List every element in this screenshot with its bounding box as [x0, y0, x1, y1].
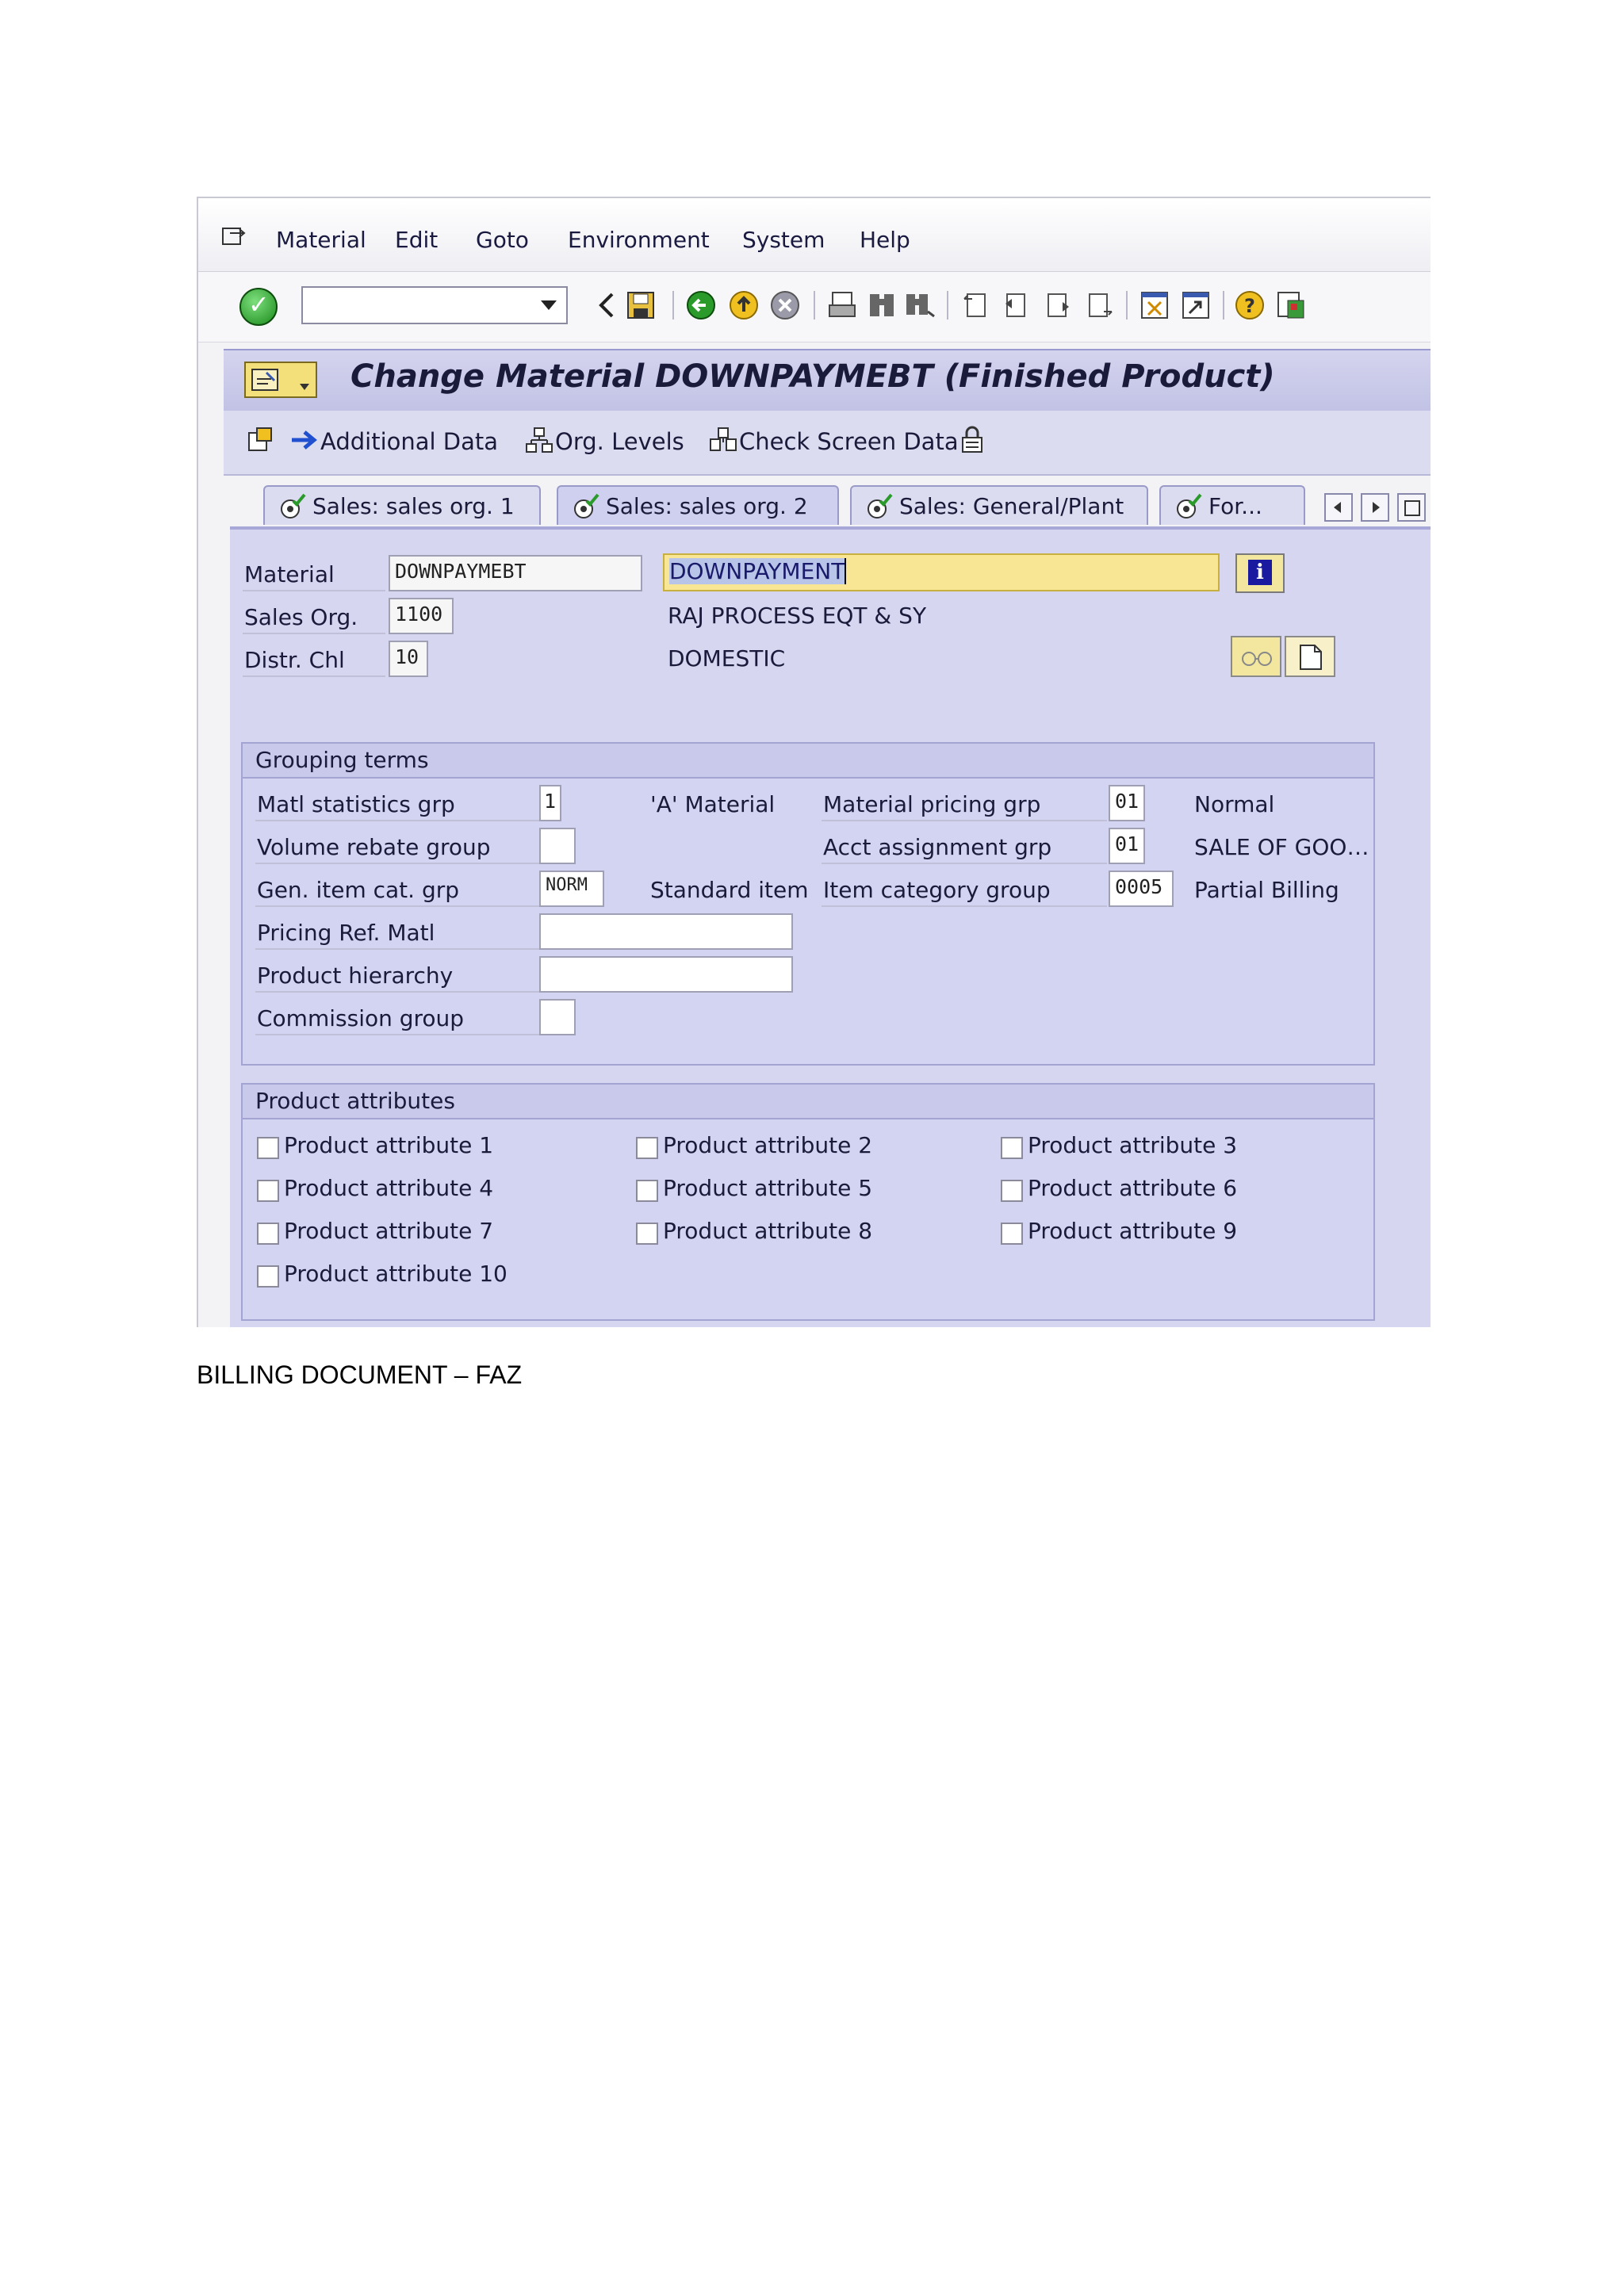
arrow-right-icon[interactable] [290, 425, 319, 455]
product-attribute-3-checkbox[interactable] [1001, 1137, 1023, 1159]
tab-sales-org-1[interactable]: Sales: sales org. 1 [263, 485, 541, 525]
cancel-icon[interactable] [769, 288, 801, 323]
menu-environment[interactable]: Environment [568, 227, 710, 253]
acct-assignment-grp-field[interactable]: 01 [1109, 828, 1145, 864]
menu-help[interactable]: Help [860, 227, 910, 253]
tab-status-icon [1175, 493, 1204, 520]
product-attribute-10-label: Product attribute 10 [284, 1261, 508, 1287]
matl-statistics-grp-description: 'A' Material [650, 791, 776, 817]
product-attribute-10-checkbox[interactable] [257, 1265, 279, 1288]
product-attribute-4-label: Product attribute 4 [284, 1175, 494, 1201]
product-attribute-9-checkbox[interactable] [1001, 1223, 1023, 1245]
document-caption: BILLING DOCUMENT – FAZ [197, 1360, 523, 1389]
product-attribute-2-checkbox[interactable] [636, 1137, 658, 1159]
product-attribute-7-checkbox[interactable] [257, 1223, 279, 1245]
product-attribute-9-label: Product attribute 9 [1028, 1218, 1238, 1244]
create-session-icon[interactable] [1139, 288, 1170, 323]
find-next-icon[interactable] [904, 288, 936, 323]
material-pricing-grp-description: Normal [1194, 791, 1275, 817]
save-icon[interactable] [625, 288, 657, 323]
help-icon[interactable] [1234, 288, 1266, 323]
lock-icon[interactable] [958, 425, 986, 455]
matl-statistics-grp-label: Matl statistics grp [257, 791, 455, 817]
command-field[interactable] [301, 286, 568, 324]
product-attribute-8-label: Product attribute 8 [663, 1218, 873, 1244]
tab-sales-general-plant[interactable]: Sales: General/Plant [850, 485, 1148, 525]
product-attribute-6-checkbox[interactable] [1001, 1180, 1023, 1202]
tab-strip [224, 477, 1431, 526]
find-icon[interactable] [866, 288, 898, 323]
item-category-group-field[interactable]: 0005 [1109, 871, 1174, 907]
product-attribute-1-label: Product attribute 1 [284, 1132, 494, 1158]
check-screen-data-icon[interactable] [709, 425, 737, 455]
product-attribute-5-checkbox[interactable] [636, 1180, 658, 1202]
material-field[interactable]: DOWNPAYMEBT [389, 555, 642, 591]
tab-sales-org-2[interactable]: Sales: sales org. 2 [557, 485, 839, 525]
item-category-group-description: Partial Billing [1194, 877, 1339, 903]
dropdown-arrow-icon[interactable] [541, 300, 557, 310]
gen-item-cat-grp-description: Standard item [650, 877, 809, 903]
group-title: Product attributes [255, 1088, 455, 1114]
tab-status-icon [866, 493, 894, 520]
tab-content [230, 526, 1431, 1327]
additional-data-button[interactable]: Additional Data [320, 428, 499, 455]
other-distr-chain-button[interactable] [1231, 636, 1281, 677]
distr-chl-field[interactable]: 10 [389, 641, 428, 677]
gen-item-cat-grp-field[interactable]: NORM [539, 871, 604, 907]
org-levels-icon[interactable] [525, 425, 553, 455]
product-attribute-8-checkbox[interactable] [636, 1223, 658, 1245]
distr-chl-description: DOMESTIC [668, 645, 786, 672]
sales-org-label: Sales Org. [244, 604, 358, 630]
product-attributes-group [241, 1083, 1375, 1321]
additional-data-icon[interactable] [246, 425, 274, 455]
check-screen-data-button[interactable]: Check Screen Data [739, 428, 959, 455]
application-toolbar [224, 411, 1431, 476]
glasses-icon [1240, 645, 1274, 669]
product-attribute-5-label: Product attribute 5 [663, 1175, 873, 1201]
back-arrow-icon[interactable] [592, 288, 623, 323]
page-title: Change Material DOWNPAYMEBT (Finished Product) [350, 358, 1275, 395]
display-change-button[interactable] [244, 362, 317, 398]
menu-edit[interactable]: Edit [395, 227, 439, 253]
product-attribute-4-checkbox[interactable] [257, 1180, 279, 1202]
matl-statistics-grp-field[interactable]: 1 [539, 785, 561, 821]
enter-check-icon[interactable]: ✓ [239, 288, 278, 326]
volume-rebate-group-field[interactable] [539, 828, 576, 864]
menu-bar [198, 198, 1431, 272]
tab-status-icon [573, 493, 601, 520]
sales-org-description: RAJ PROCESS EQT & SY [668, 603, 927, 629]
title-bar [224, 349, 1431, 411]
menu-system[interactable]: System [742, 227, 825, 253]
volume-rebate-group-label: Volume rebate group [257, 834, 491, 860]
acct-assignment-grp-label: Acct assignment grp [823, 834, 1052, 860]
tab-status-icon [279, 493, 308, 520]
product-attribute-1-checkbox[interactable] [257, 1137, 279, 1159]
tab-scroll-right-button[interactable] [1361, 493, 1389, 522]
gen-item-cat-grp-label: Gen. item cat. grp [257, 877, 460, 903]
acct-assignment-grp-description: SALE OF GOO… [1194, 834, 1369, 860]
distr-chl-label: Distr. Chl [244, 647, 345, 673]
product-attribute-7-label: Product attribute 7 [284, 1218, 494, 1244]
standard-toolbar [198, 272, 1431, 342]
product-attribute-2-label: Product attribute 2 [663, 1132, 873, 1158]
product-attribute-6-label: Product attribute 6 [1028, 1175, 1238, 1201]
info-icon: i [1248, 560, 1272, 585]
material-pricing-grp-field[interactable]: 01 [1109, 785, 1145, 821]
pricing-ref-matl-field[interactable] [539, 913, 793, 950]
exit-yellow-icon[interactable] [728, 288, 760, 323]
sap-window [197, 197, 1431, 1327]
previous-page-icon[interactable] [999, 288, 1031, 323]
menu-material[interactable]: Material [276, 227, 366, 253]
next-page-icon[interactable] [1042, 288, 1074, 323]
menu-goto[interactable]: Goto [476, 227, 529, 253]
first-page-icon[interactable] [959, 288, 991, 323]
svg-text:?: ? [1244, 295, 1255, 317]
tab-foreign-trade[interactable]: For... [1159, 485, 1305, 525]
product-attribute-3-label: Product attribute 3 [1028, 1132, 1238, 1158]
layout-icon[interactable] [1275, 288, 1307, 323]
tab-list-button[interactable] [1397, 493, 1426, 522]
grouping-terms-group [241, 742, 1375, 1066]
tab-scroll-left-button[interactable] [1324, 493, 1353, 522]
product-hierarchy-field[interactable] [539, 956, 793, 993]
display-change-icon [251, 368, 282, 393]
info-button[interactable] [1235, 553, 1285, 593]
pricing-ref-matl-label: Pricing Ref. Matl [257, 920, 435, 946]
back-green-icon[interactable] [685, 288, 717, 323]
new-document-button[interactable] [1285, 636, 1335, 677]
last-page-icon[interactable] [1083, 288, 1115, 323]
menu-exit-icon[interactable] [222, 225, 246, 246]
material-label: Material [244, 561, 335, 587]
shortcut-icon[interactable] [1180, 288, 1212, 323]
material-pricing-grp-label: Material pricing grp [823, 791, 1041, 817]
product-hierarchy-label: Product hierarchy [257, 962, 454, 989]
material-description-field[interactable]: DOWNPAYMENT [663, 553, 1220, 591]
commission-group-field[interactable] [539, 999, 576, 1035]
new-document-icon [1299, 644, 1323, 671]
print-icon[interactable] [826, 288, 858, 323]
org-levels-button[interactable]: Org. Levels [555, 428, 684, 455]
item-category-group-label: Item category group [823, 877, 1051, 903]
group-title: Grouping terms [255, 747, 429, 773]
commission-group-label: Commission group [257, 1005, 465, 1031]
sales-org-field[interactable]: 1100 [389, 598, 454, 634]
